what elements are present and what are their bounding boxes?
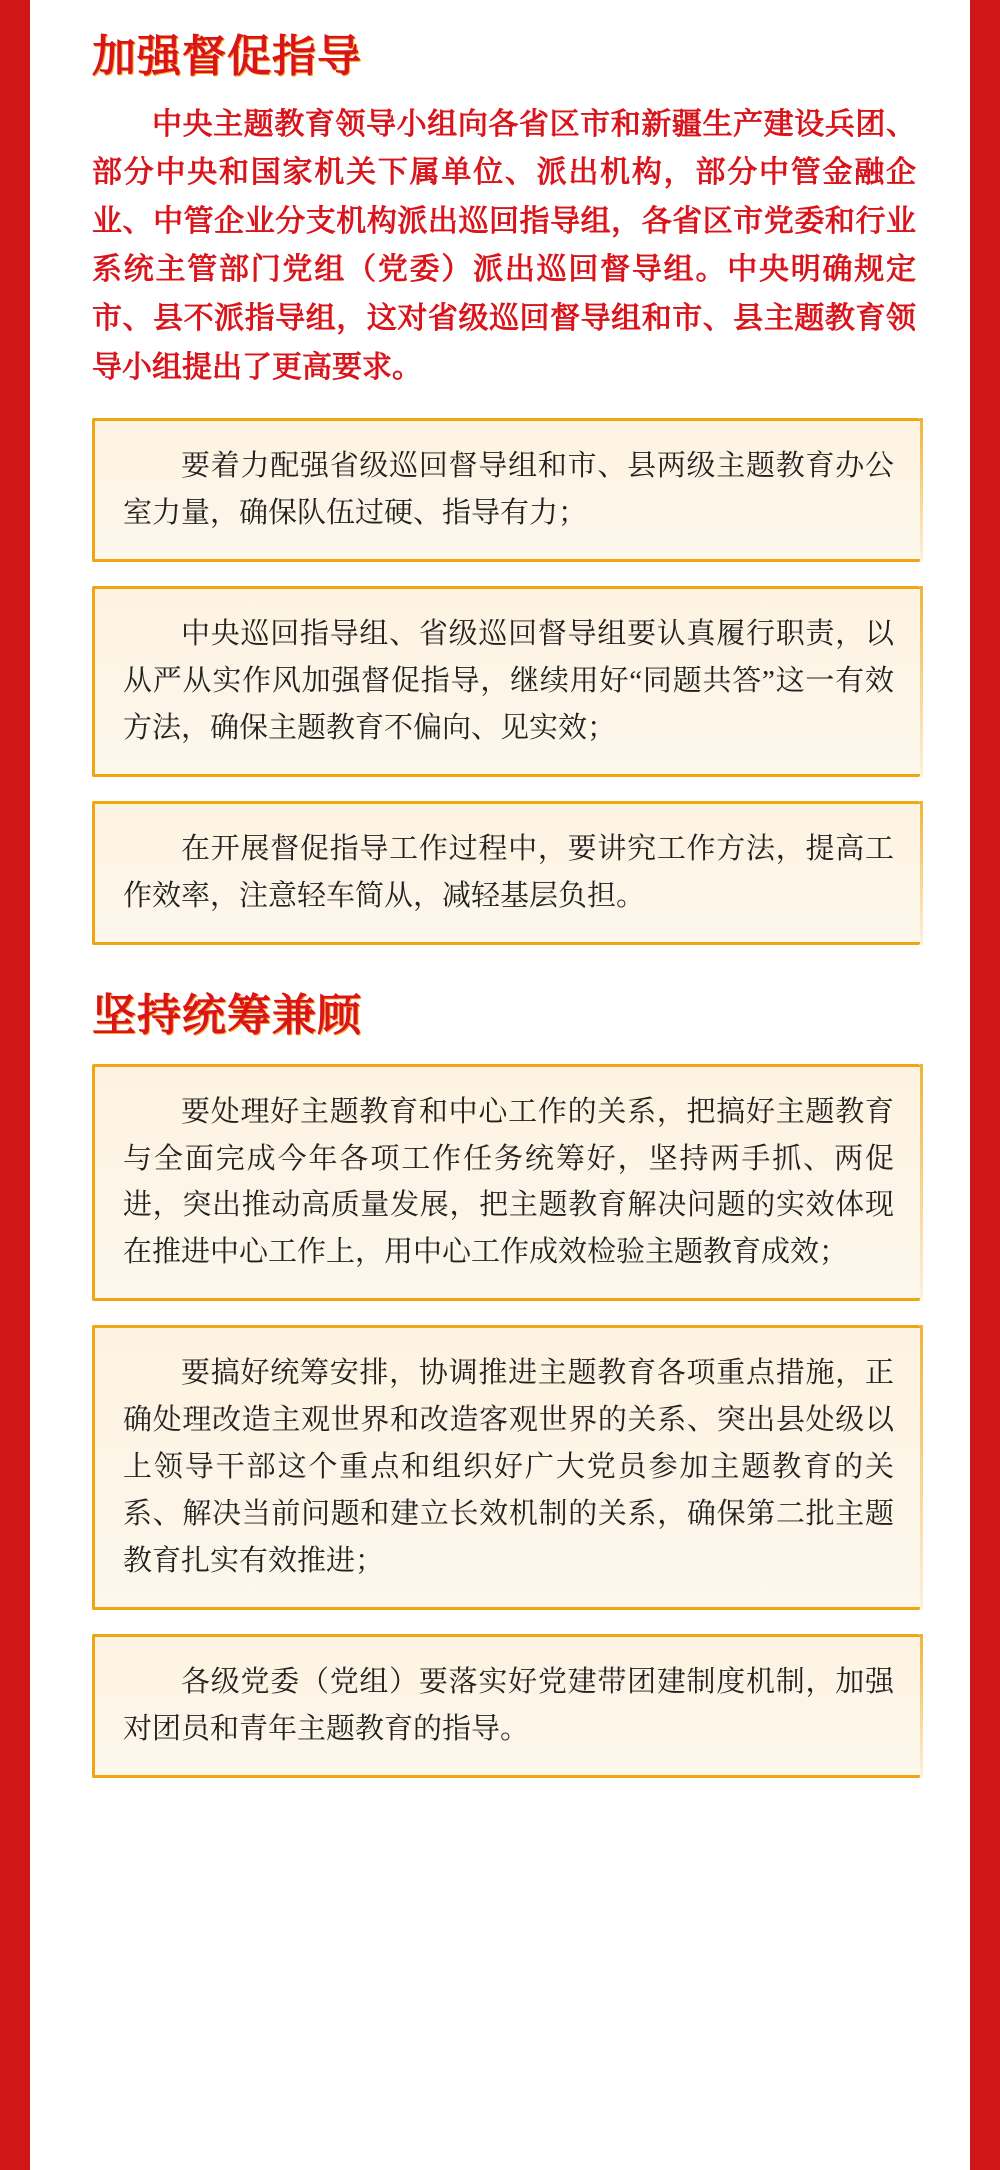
section-1-lead-paragraph: 中央主题教育领导小组向各省区市和新疆生产建设兵团、部分中央和国家机关下属单位、派出机构，部分中管金融企业、中管企业分支机构派出巡回指导组，各省区市党委和行业系统主管部门党组（党委）派出巡回督导组。中央明确规定市、县不派指导组，这对省级巡回督导组和市、县主题教育领导小组提出了更高要求。 <box>92 107 916 384</box>
section-title-1: 加强督促指导 <box>92 32 362 81</box>
section-2-card-3 <box>92 1634 920 1778</box>
section-title-2: 坚持统筹兼顾 <box>92 990 362 1040</box>
left-red-rail <box>0 0 30 2170</box>
section-2-card-2-text: 要搞好统筹安排，协调推进主题教育各项重点措施，正确处理改造主观世界和改造客观世界的关系、突出县处级以上领导干部这个重点和组织好广大党员参加主题教育的关系、解决当前问题和建立长效机制的关系，确保第二批主题教育扎实有效推进； <box>123 1357 894 1578</box>
section-1-card-1 <box>92 418 920 562</box>
poster-content <box>30 0 970 2170</box>
section-2-card-3-text: 各级党委（党组）要落实好党建带团建制度机制，加强对团员和青年主题教育的指导。 <box>123 1666 894 1746</box>
right-red-rail <box>970 0 1000 2170</box>
section-1-card-2 <box>92 586 920 777</box>
section-1-card-2-text: 中央巡回指导组、省级巡回督导组要认真履行职责，以从严从实作风加强督促指导，继续用好“同题共答”这一有效方法，确保主题教育不偏向、见实效； <box>123 618 894 745</box>
section-1-card-3 <box>92 801 920 945</box>
section-2-card-1-text: 要处理好主题教育和中心工作的关系，把搞好主题教育与全面完成今年各项工作任务统筹好，坚持两手抓、两促进，突出推动高质量发展，把主题教育解决问题的实效体现在推进中心工作上，用中心工作成效检验主题教育成效； <box>123 1095 894 1269</box>
section-1-card-1-text: 要着力配强省级巡回督导组和市、县两级主题教育办公室力量，确保队伍过硬、指导有力； <box>123 450 894 530</box>
section-2-card-2 <box>92 1325 920 1610</box>
section-1-card-3-text: 在开展督促指导工作过程中，要讲究工作方法，提高工作效率，注意轻车简从，减轻基层负担。 <box>123 833 894 912</box>
section-2-card-1 <box>92 1064 920 1302</box>
